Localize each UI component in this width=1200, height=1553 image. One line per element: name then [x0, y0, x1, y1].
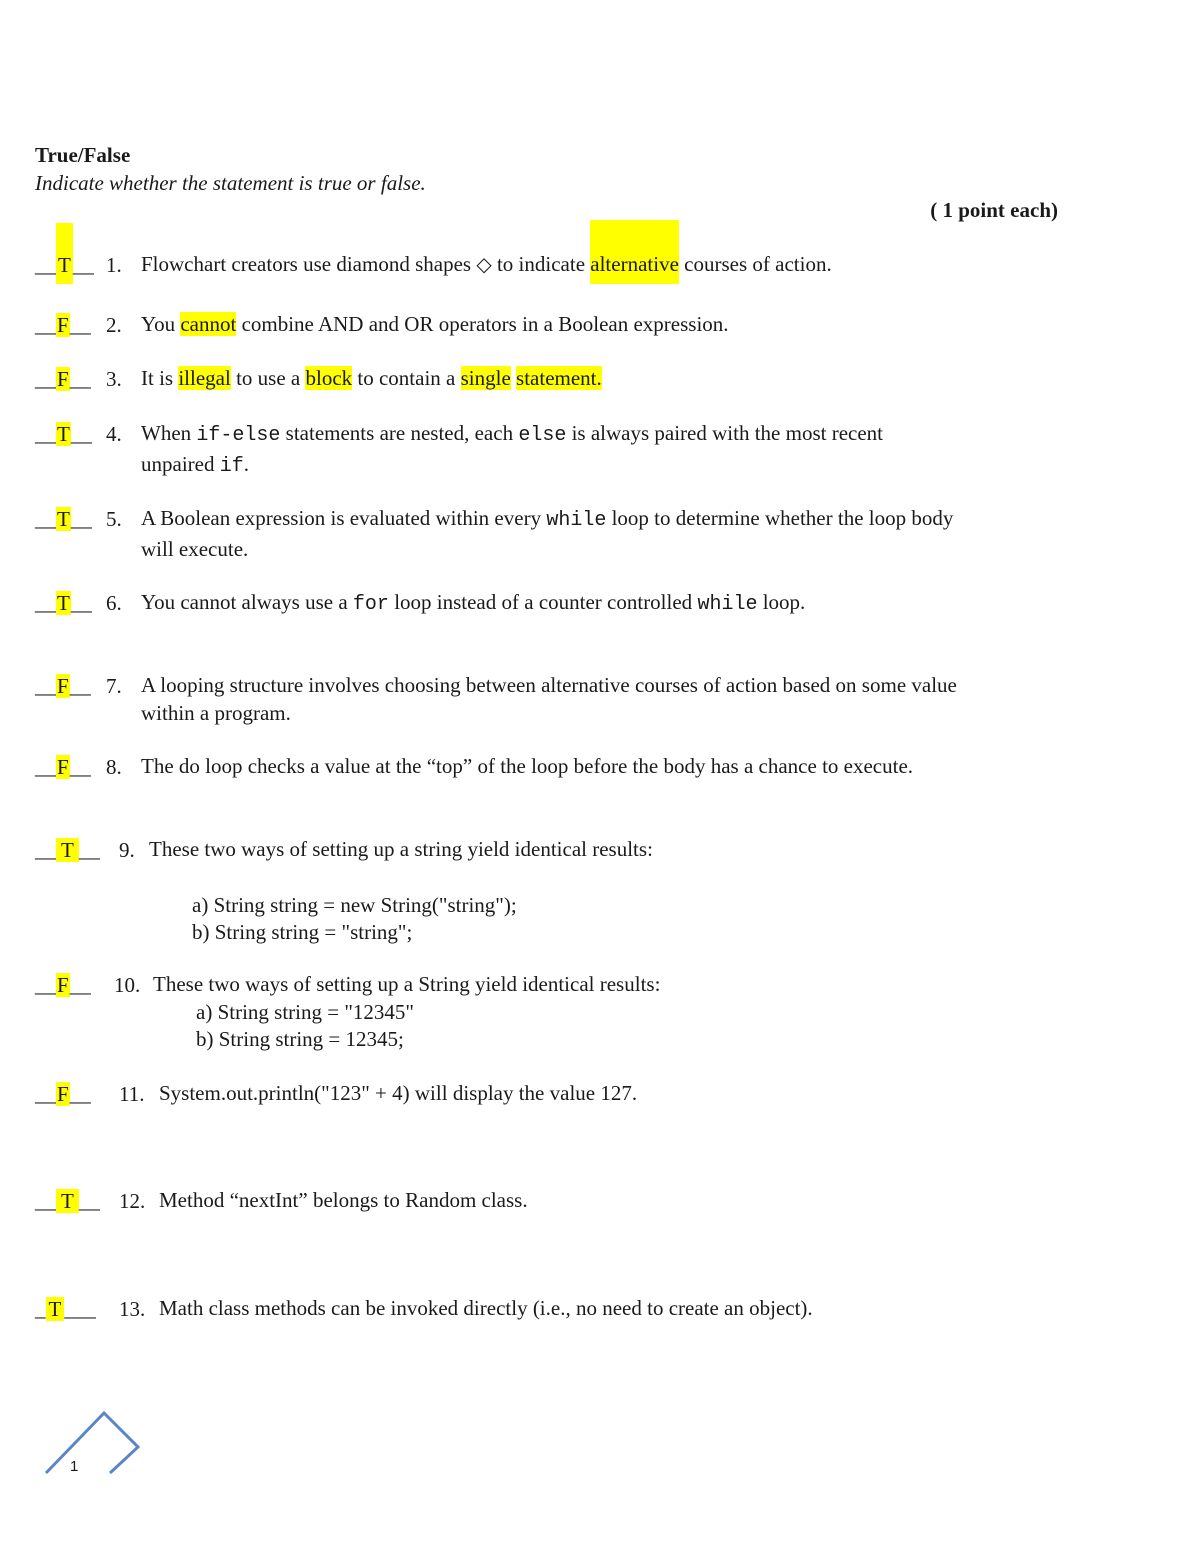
- question-number: 13.: [119, 1297, 146, 1321]
- answer-8: __F__: [35, 755, 91, 779]
- answer-12: __ T __: [35, 1189, 100, 1213]
- answer-11: __F__: [35, 1082, 91, 1106]
- question-12-text: Method “nextInt” belongs to Random class.: [159, 1188, 528, 1212]
- instructions: Indicate whether the statement is true or false.: [35, 171, 426, 195]
- answer-5: __T__: [35, 507, 92, 531]
- question-number: 2.: [106, 313, 122, 337]
- points-label: ( 1 point each): [930, 198, 1058, 222]
- question-2-text: You cannot combine AND and OR operators in a Boolean expression.: [141, 312, 729, 336]
- question-10-text: These two ways of setting up a String yield identical results:: [153, 972, 661, 996]
- answer-3: __F__: [35, 367, 91, 391]
- question-number: 1.: [106, 253, 122, 277]
- diamond-icon: ◇: [476, 252, 492, 276]
- question-9-option-b: b) String string = "string";: [192, 920, 413, 944]
- question-10-option-a: a) String string = "12345": [196, 1000, 414, 1024]
- question-number: 11.: [119, 1082, 145, 1106]
- question-number: 12.: [119, 1189, 146, 1213]
- question-11-text: System.out.println("123" + 4) will display the value 127.: [159, 1081, 638, 1105]
- question-7-text: A looping structure involves choosing between alternative courses of action based on some value within a program.: [141, 673, 957, 725]
- question-number: 9.: [119, 838, 135, 862]
- question-1-text: Flowchart creators use diamond shapes ◇ to indicate alternative courses of action.: [141, 250, 832, 284]
- question-8-text: The do loop checks a value at the “top” of the loop before the body has a chance to execute.: [141, 754, 914, 778]
- question-3-text: It is illegal to use a block to contain a single statement.: [141, 366, 602, 390]
- question-13-text: Math class methods can be invoked directly (i.e., no need to create an object).: [159, 1296, 813, 1320]
- page-corner-icon: [40, 1405, 150, 1480]
- question-number: 6.: [106, 591, 122, 615]
- question-number: 3.: [106, 367, 122, 391]
- answer-1: __T__: [35, 253, 94, 284]
- page-number: 1: [70, 1458, 79, 1475]
- answer-6: __T__: [35, 591, 92, 615]
- answer-4: __T__: [35, 422, 92, 446]
- question-9-text: These two ways of setting up a string yield identical results:: [149, 837, 653, 861]
- question-6-text: You cannot always use a for loop instead of a counter controlled while loop.: [141, 590, 806, 616]
- answer-9: __ T __: [35, 838, 100, 862]
- answer-2: __F__: [35, 313, 91, 337]
- section-title: True/False: [35, 143, 131, 167]
- answer-10: __F__: [35, 973, 91, 997]
- question-10-option-b: b) String string = 12345;: [196, 1027, 404, 1051]
- question-5-text: A Boolean expression is evaluated within every while loop to determine whether the loop body will execute.: [141, 506, 954, 561]
- question-number: 5.: [106, 507, 122, 531]
- question-number: 8.: [106, 755, 122, 779]
- question-number: 4.: [106, 422, 122, 446]
- question-number: 10.: [114, 973, 141, 997]
- answer-7: __F__: [35, 674, 91, 698]
- answer-value: T: [56, 223, 73, 284]
- answer-13: _ T ___: [35, 1297, 96, 1321]
- question-number: 7.: [106, 674, 122, 698]
- question-4-text: When if-else statements are nested, each else is always paired with the most recent unpaired if.: [141, 421, 883, 478]
- question-9-option-a: a) String string = new String("string");: [192, 893, 517, 917]
